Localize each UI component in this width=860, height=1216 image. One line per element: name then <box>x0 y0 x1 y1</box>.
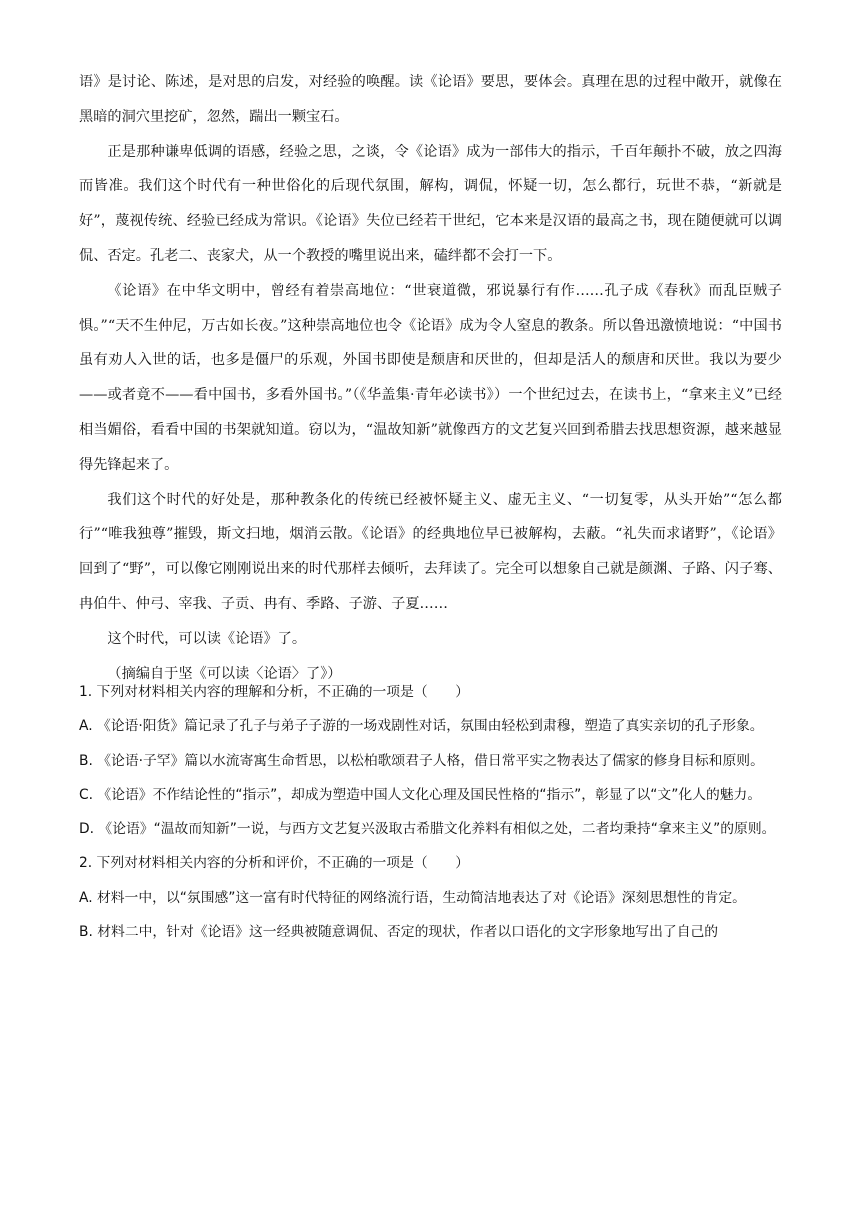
passage-paragraph: 《论语》在中华文明中，曾经有着崇高地位：“世衰道微，邪说暴行有作……孔子成《春秋》而乱臣贼子惧。”“天不生仲尼，万古如长夜。”这种崇高地位也令《论语》成为令人窒息的教条。所以鲁迅激愤地说：“中国书虽有劝人入世的话，也多是僵尸的乐观，外国书即使是颓唐和厌世的，但却是活人的颓唐和厌世。我以为要少——或者竟不——看中国书，多看外国书。”（《华盖集·青年必读书》）一个世纪过去，在读书上，“拿来主义”已经相当媚俗，看看中国的书架就知道。窃以为，“温故知新”就像西方的文艺复兴回到希腊去找思想资源，越来越显得先锋起来了。 <box>79 282 782 473</box>
passage-paragraph: 正是那种谦卑低调的语感，经验之思，之谈，令《论语》成为一部伟大的指示，千百年颠扑不破，放之四海而皆准。我们这个时代有一种世俗化的后现代氛围，解构，调侃，怀疑一切，怎么都行，玩世不恭，“新就是好”，蔑视传统、经验已经成为常识。《论语》失位已经若干世纪，它本来是汉语的最高之书，现在随便就可以调侃、否定。孔老二、丧家犬，从一个教授的嘴里说出来，磕绊都不会打一下。 <box>79 143 782 264</box>
reading-passage <box>79 65 782 691</box>
question-2-option-b: B. 材料二中，针对《论语》这一经典被随意调侃、否定的现状，作者以口语化的文字形象地写出了自己的 <box>79 924 719 941</box>
question-1-option-a: A. 《论语·阳货》篇记录了孔子与弟子子游的一场戏剧性对话，氛围由轻松到肃穆，塑造了真实亲切的孔子形象。 <box>79 718 764 735</box>
passage-paragraph: 语》是讨论、陈述，是对思的启发，对经验的唤醒。读《论语》要思，要体会。真理在思的过程中敞开，就像在黑暗的洞穴里挖矿，忽然，踹出一颗宝石。 <box>79 74 782 125</box>
question-1-option-b: B. 《论语·子罕》篇以水流寄寓生命哲思，以松柏歌颂君子人格，借日常平实之物表达了儒家的修身目标和原则。 <box>79 752 764 769</box>
question-1-option-c: C. 《论语》不作结论性的“指示”，却成为塑造中国人文化心理及国民性格的“指示”，彰显了以“文”化人的魅力。 <box>79 786 762 803</box>
source-citation: （摘编自于坚《可以读〈论语〉了》） <box>107 665 342 682</box>
passage-paragraph: 这个时代，可以读《论语》了。 <box>107 630 307 647</box>
question-section <box>79 675 782 949</box>
question-1-stem: 1. 下列对材料相关内容的理解和分析，不正确的一项是（ ） <box>79 684 470 700</box>
passage-paragraph: 我们这个时代的好处是，那种教条化的传统已经被怀疑主义、虚无主义、“一切复零，从头开始”“怎么都行”“唯我独尊”摧毁，斯文扫地，烟消云散。《论语》的经典地位早已被解构，去蔽。“礼失而求诸野”，《论语》回到了“野”，可以像它刚刚说出来的时代那样去倾听，去拜读了。完全可以想象自己就是颜渊、子路、闪子骞、冉伯牛、仲弓、宰我、子贡、冉有、季路、子游、子夏…… <box>79 491 782 612</box>
question-1-option-d: D. 《论语》“温故而知新”一说，与西方文艺复兴汲取古希腊文化养料有相似之处，二者均秉持“拿来主义”的原则。 <box>79 821 776 838</box>
question-2-stem: 2. 下列对材料相关内容的分析和评价，不正确的一项是（ ） <box>79 855 470 872</box>
question-2-option-a: A. 材料一中，以“氛围感”这一富有时代特征的网络流行语，生动简洁地表达了对《论语》深刻思想性的肯定。 <box>79 889 746 906</box>
